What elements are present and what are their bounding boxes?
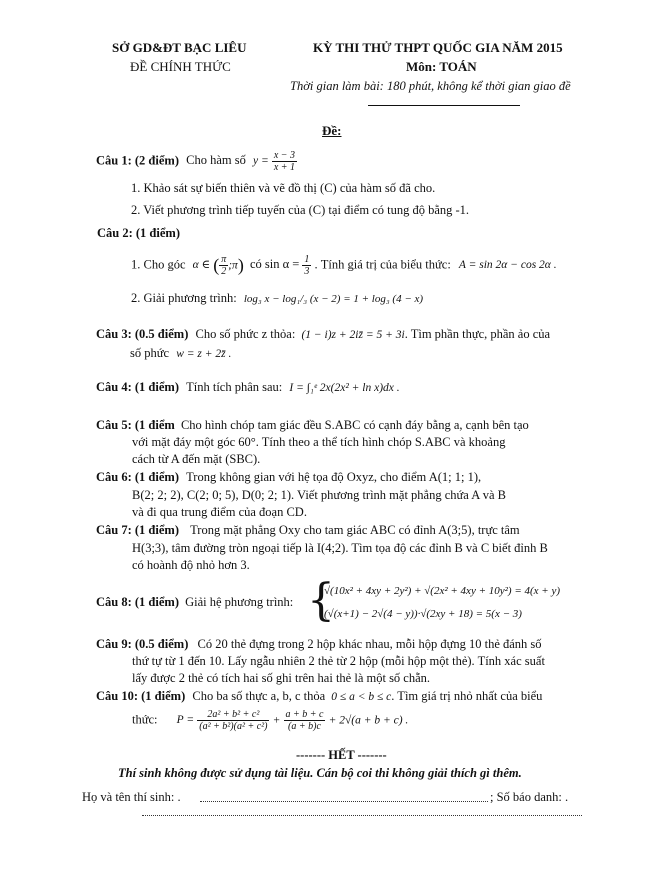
q2-sin: có sin α =	[249, 257, 300, 272]
q3-text2: . Tìm phần thực, phần ảo của	[404, 327, 551, 341]
q3-line1	[96, 327, 550, 342]
q2-item2	[131, 291, 423, 306]
q2-item2-expr: log₃ x − log₁/₃ (x − 2) = 1 + log₃ (4 − x)	[243, 293, 424, 305]
candidate-number-label: ; Số báo danh: .	[490, 790, 569, 804]
q4-text: Tính tích phân sau:	[186, 380, 283, 394]
q3-label: Câu 3: (0.5 điểm)	[96, 327, 189, 341]
q2-label: Câu 2: (1 điểm)	[97, 226, 180, 240]
q10-line1	[96, 689, 542, 704]
q2-pi: ;π	[228, 259, 238, 272]
q2-compute-text: . Tính giá trị của biểu thức:	[314, 257, 451, 272]
end-marker: ------- HẾT -------	[296, 748, 387, 762]
q10-frac2-num: a + b + c	[285, 709, 324, 720]
q2-pi-den: 2	[221, 266, 227, 277]
time-note: Thời gian làm bài: 180 phút, không kể thời gian giao đề	[290, 79, 571, 93]
q8-system-brace: {	[307, 575, 335, 626]
de-heading: Đề:	[322, 123, 342, 138]
q1-func-num: x − 3	[273, 150, 296, 161]
q2-pi-num: π	[221, 254, 227, 265]
q2-pi-half	[219, 254, 228, 277]
q1-label: Câu 1: (2 điểm)	[96, 153, 179, 168]
q7-line1	[96, 523, 520, 538]
q3-line2	[130, 346, 231, 361]
school-name: SỞ GD&ĐT BẠC LIÊU	[112, 40, 247, 55]
candidate-name-line[interactable]	[200, 801, 488, 802]
q10-frac1	[197, 709, 269, 732]
q8-line	[96, 595, 293, 610]
q5-text1: Cho hình chóp tam giác đều S.ABC có cạnh đáy bằng a, cạnh bên tạo	[180, 418, 529, 432]
q6-line1	[96, 470, 481, 485]
q10-frac2	[284, 709, 326, 732]
q10-p-lhs: P =	[176, 714, 195, 727]
q9-text1: Có 20 thẻ đựng trong 2 hộp khác nhau, mỗi hộp đựng 10 thẻ đánh số	[197, 637, 542, 651]
q4-line	[96, 380, 400, 395]
q1-func-lhs: y =	[252, 155, 269, 168]
q10-frac1-num: 2a² + b² + c²	[197, 709, 269, 721]
q2-item1: 1. Cho góc α ∈ ( $\frac{\pi}{2}$ ;π) có sin α = $\frac{1}{3}$ . Tính giá trị của biểu thức: A = sin 2α − cos 2α .	[131, 254, 557, 277]
q6-label: Câu 6: (1 điểm)	[96, 470, 179, 484]
q1-func-den: x + 1	[273, 162, 296, 173]
q9-line3: lấy được 2 thẻ có tích hai số ghi trên hai thẻ là một số chẵn.	[132, 671, 431, 685]
q2-sin-den: 3	[304, 266, 310, 277]
q2-item1-text: 1. Cho góc	[131, 257, 186, 272]
q5-line1	[96, 418, 529, 433]
q1-item1: 1. Khảo sát sự biến thiên và vẽ đồ thị (C) của hàm số đã cho.	[131, 181, 436, 195]
q2-item2-text: 2. Giải phương trình:	[131, 291, 237, 305]
q9-label: Câu 9: (0.5 điểm)	[96, 637, 189, 651]
q8-eq1: √(10x² + 4xy + 2y²) + √(2x² + 4xy + 10y²) = 4(x + y)	[324, 585, 561, 597]
q8-text: Giải hệ phương trình:	[185, 595, 294, 609]
q7-text1: Trong mặt phẳng Oxy cho tam giác ABC có đỉnh A(3;5), trực tâm	[190, 523, 520, 537]
q8-label: Câu 8: (1 điểm)	[96, 595, 179, 609]
q9-line1	[96, 637, 542, 652]
q5-label: Câu 5: (1 điểm	[96, 418, 175, 432]
subject-label: Môn: TOÁN	[406, 59, 477, 74]
q3-expr1: (1 − i)z + 2iz̄ = 5 + 3i	[301, 329, 405, 341]
exam-title: KỲ THI THỬ THPT QUỐC GIA NĂM 2015	[313, 40, 563, 55]
q5-line3: cách từ A đến mặt (SBC).	[132, 452, 261, 466]
q7-label: Câu 7: (1 điểm)	[96, 523, 179, 537]
q7-line2: H(3;3), tâm đường tròn ngoại tiếp là I(4;2). Tìm tọa độ các đỉnh B và C biết đỉnh B	[132, 541, 548, 555]
q2-alpha: α ∈	[192, 259, 211, 272]
header-divider	[368, 105, 520, 106]
q6-line2: B(2; 2; 2), C(2; 0; 5), D(0; 2; 1). Viết phương trình mặt phẳng chứa A và B	[132, 488, 506, 502]
q5-line2: với mặt đáy một góc 60°. Tính theo a thể tích hình chóp S.ABC và khoảng	[132, 435, 506, 449]
q2-sin-fraction	[302, 254, 311, 277]
q4-label: Câu 4: (1 điểm)	[96, 380, 179, 394]
q6-line3: và đi qua trung điểm của đoạn CD.	[132, 505, 307, 519]
q10-text1: Cho ba số thực a, b, c thỏa	[192, 689, 326, 703]
q2-expr: A = sin 2α − cos 2α .	[458, 259, 557, 272]
q1-func-fraction	[272, 150, 297, 173]
official-label: ĐỀ CHÍNH THỨC	[130, 59, 231, 74]
q10-tail: + 2√(a + b + c) .	[328, 714, 409, 727]
q8-eq2: (√(x+1) − 2√(4 − y))·√(2xy + 18) = 5(x − 3)	[324, 608, 522, 620]
end-note: Thí sinh không được sử dụng tài liệu. Cán bộ coi thi không giải thích gì thêm.	[118, 766, 522, 780]
q7-line3: có hoành độ nhỏ hơn 3.	[132, 558, 250, 572]
q3-text3: số phức	[130, 346, 170, 360]
q4-expr: I = ∫₁ᵉ 2x(2x² + ln x)dx .	[289, 382, 400, 394]
q10-label: Câu 10: (1 điểm)	[96, 689, 186, 703]
q10-thuc: thức:	[132, 712, 158, 727]
q10-plus: +	[272, 714, 281, 727]
q10-frac2-den: (a + b)c	[288, 721, 321, 732]
q1-line	[96, 150, 297, 173]
candidate-name-label: Họ và tên thí sinh: .	[82, 790, 181, 804]
q3-text1: Cho số phức z thỏa:	[195, 327, 296, 341]
q10-text2: . Tìm giá trị nhỏ nhất của biểu	[391, 689, 543, 703]
q10-line2	[132, 709, 408, 732]
q9-line2: thứ tự từ 1 đến 10. Lấy ngẫu nhiên 2 thẻ từ 2 hộp (mỗi hộp một thẻ). Tính xác suất	[132, 654, 545, 668]
signature-line[interactable]	[142, 815, 582, 816]
q1-intro: Cho hàm số	[186, 153, 246, 168]
q1-item2: 2. Viết phương trình tiếp tuyến của (C) tại điểm có tung độ bằng -1.	[131, 203, 470, 217]
q10-condition: 0 ≤ a < b ≤ c	[331, 691, 392, 703]
q6-text1: Trong không gian với hệ tọa độ Oxyz, cho điểm A(1; 1; 1),	[186, 470, 482, 484]
q3-expr2: w = z + 2z̄ .	[176, 348, 232, 360]
q10-frac1-den: (a² + b²)(a² + c²)	[199, 721, 268, 732]
q2-sin-num: 1	[304, 254, 310, 265]
